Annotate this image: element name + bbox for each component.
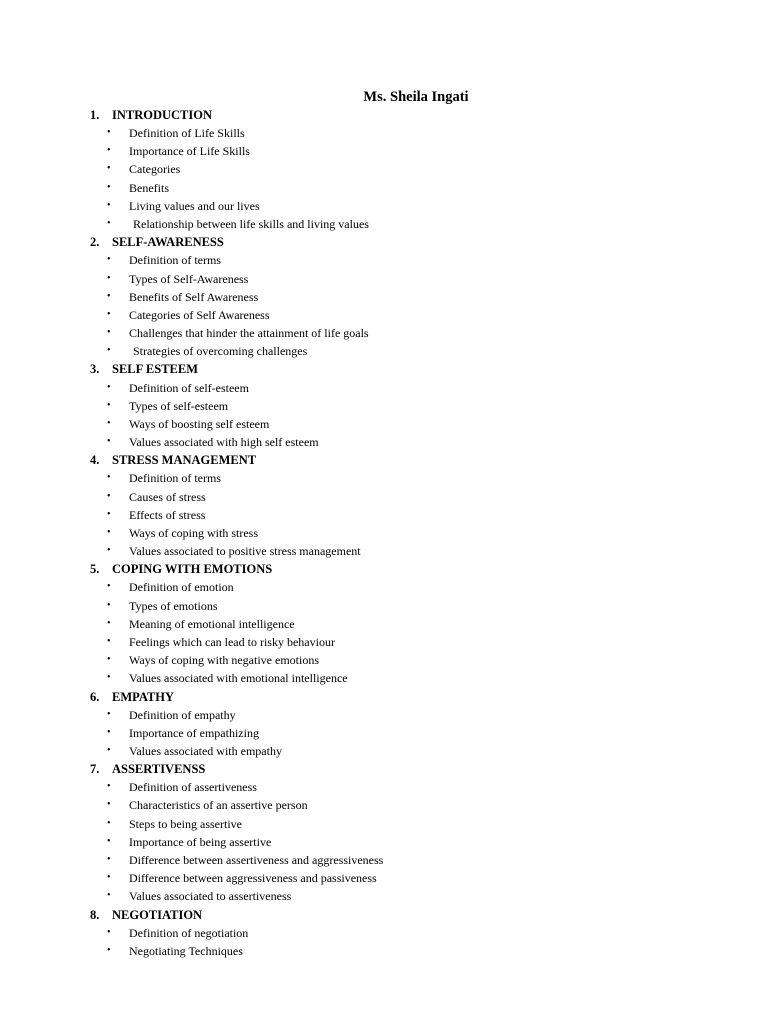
outline-section xyxy=(90,233,690,360)
bullet-icon: • xyxy=(107,581,111,593)
list-item-text: Meaning of emotional intelligence xyxy=(129,616,295,631)
bullet-icon: • xyxy=(107,290,111,302)
list-item-text: Definition of terms xyxy=(129,471,221,486)
list-item xyxy=(90,324,690,342)
bullet-icon: • xyxy=(107,345,111,357)
list-item xyxy=(90,506,690,524)
section-item-list xyxy=(90,778,690,905)
bullet-icon: • xyxy=(107,199,111,211)
section-item-list xyxy=(90,469,690,560)
bullet-icon: • xyxy=(107,835,111,847)
bullet-icon: • xyxy=(107,890,111,902)
bullet-icon: • xyxy=(107,545,111,557)
section-number: 7. xyxy=(90,762,100,777)
section-number: 4. xyxy=(90,453,100,468)
outline-section xyxy=(90,360,690,451)
section-heading xyxy=(90,233,690,251)
list-item xyxy=(90,270,690,288)
section-title: COPING WITH EMOTIONS xyxy=(112,562,273,577)
list-item-text: Feelings which can lead to risky behaviour xyxy=(129,634,335,649)
list-item-text: Benefits xyxy=(129,180,169,195)
list-item-text: Definition of emotion xyxy=(129,580,234,595)
section-number: 1. xyxy=(90,108,100,122)
list-item-text: Categories of Self Awareness xyxy=(129,307,270,322)
section-item-list xyxy=(90,124,690,233)
list-item-text: Values associated to assertiveness xyxy=(129,889,292,904)
list-item-text: Difference between assertiveness and aggressiveness xyxy=(129,853,384,868)
list-item xyxy=(90,142,690,160)
section-item-list xyxy=(90,578,690,687)
list-item-text: Importance of Life Skills xyxy=(129,144,250,159)
section-title: EMPATHY xyxy=(112,689,175,704)
outline-section xyxy=(90,106,690,233)
list-item xyxy=(90,815,690,833)
outline-section xyxy=(90,451,690,560)
list-item-text: Causes of stress xyxy=(129,489,206,504)
bullet-icon: • xyxy=(107,490,111,502)
list-item xyxy=(90,415,690,433)
list-item-text: Ways of coping with stress xyxy=(129,525,259,540)
bullet-icon: • xyxy=(107,617,111,629)
list-item xyxy=(90,851,690,869)
outline-section xyxy=(90,760,690,905)
section-heading xyxy=(90,760,690,778)
section-heading xyxy=(90,906,690,924)
list-item-text: Effects of stress xyxy=(129,507,206,522)
section-title: SELF-AWARENESS xyxy=(112,235,224,250)
section-title: ASSERTIVENSS xyxy=(112,762,206,777)
bullet-icon: • xyxy=(107,708,111,720)
section-title: NEGOTIATION xyxy=(112,907,203,922)
list-item xyxy=(90,924,690,942)
list-item xyxy=(90,615,690,633)
section-item-list xyxy=(90,251,690,360)
list-item xyxy=(90,342,690,360)
list-item xyxy=(90,724,690,742)
list-item-text: Living values and our lives xyxy=(129,198,260,213)
bullet-icon: • xyxy=(107,127,111,139)
bullet-icon: • xyxy=(107,799,111,811)
list-item-text: Challenges that hinder the attainment of life goals xyxy=(129,326,369,341)
bullet-icon: • xyxy=(107,417,111,429)
outline-section xyxy=(90,688,690,761)
list-item xyxy=(90,306,690,324)
list-item-text: Difference between aggressiveness and passiveness xyxy=(129,871,377,886)
list-item xyxy=(90,706,690,724)
list-item-text: Importance of empathizing xyxy=(129,725,259,740)
list-item xyxy=(90,633,690,651)
section-number: 6. xyxy=(90,689,100,704)
list-item-text: Characteristics of an assertive person xyxy=(129,798,308,813)
list-item xyxy=(90,379,690,397)
bullet-icon: • xyxy=(107,872,111,884)
list-item xyxy=(90,215,690,233)
section-heading xyxy=(90,360,690,378)
bullet-icon: • xyxy=(107,472,111,484)
bullet-icon: • xyxy=(107,508,111,520)
bullet-icon: • xyxy=(107,654,111,666)
bullet-icon: • xyxy=(107,781,111,793)
bullet-icon: • xyxy=(107,181,111,193)
bullet-icon: • xyxy=(107,944,111,956)
list-item-text: Steps to being assertive xyxy=(129,816,242,831)
section-title: INTRODUCTION xyxy=(112,108,213,122)
list-item xyxy=(90,469,690,487)
list-item xyxy=(90,524,690,542)
section-item-list xyxy=(90,924,690,960)
list-item-text: Definition of empathy xyxy=(129,707,236,722)
section-heading xyxy=(90,560,690,578)
section-heading xyxy=(90,688,690,706)
list-item-text: Types of Self-Awareness xyxy=(129,271,249,286)
list-item-text: Ways of boosting self esteem xyxy=(129,416,270,431)
list-item xyxy=(90,251,690,269)
bullet-icon: • xyxy=(107,926,111,938)
list-item xyxy=(90,942,690,960)
list-item-text: Importance of being assertive xyxy=(129,834,272,849)
section-title: SELF ESTEEM xyxy=(112,362,199,377)
list-item-text: Values associated to positive stress management xyxy=(129,544,361,559)
list-item xyxy=(90,433,690,451)
list-item xyxy=(90,488,690,506)
list-item xyxy=(90,869,690,887)
outline-section xyxy=(90,906,690,960)
list-item-text: Relationship between life skills and living values xyxy=(133,217,369,232)
bullet-icon: • xyxy=(107,854,111,866)
bullet-icon: • xyxy=(107,254,111,266)
bullet-icon: • xyxy=(107,399,111,411)
bullet-icon: • xyxy=(107,745,111,756)
list-item xyxy=(90,597,690,615)
bullet-icon: • xyxy=(107,635,111,647)
bullet-icon: • xyxy=(107,817,111,829)
section-item-list xyxy=(90,379,690,452)
section-number: 8. xyxy=(90,907,100,922)
list-item xyxy=(90,778,690,796)
bullet-icon: • xyxy=(107,526,111,538)
list-item xyxy=(90,542,690,560)
list-item-text: Values associated with high self esteem xyxy=(129,435,319,450)
section-item-list xyxy=(90,706,690,761)
list-item-text: Negotiating Techniques xyxy=(129,943,243,958)
bullet-icon: • xyxy=(107,726,111,738)
section-heading xyxy=(90,106,690,124)
list-item xyxy=(90,742,690,760)
list-item xyxy=(90,197,690,215)
bullet-icon: • xyxy=(107,327,111,339)
bullet-icon: • xyxy=(107,308,111,320)
list-item-text: Values associated with empathy xyxy=(129,744,282,758)
section-number: 3. xyxy=(90,362,100,377)
list-item xyxy=(90,578,690,596)
section-number: 5. xyxy=(90,562,100,577)
bullet-icon: • xyxy=(107,272,111,284)
list-item-text: Definition of assertiveness xyxy=(129,780,257,795)
bullet-icon: • xyxy=(107,672,111,684)
list-item xyxy=(90,160,690,178)
document-title: Ms. Sheila Ingati xyxy=(363,89,469,105)
list-item-text: Definition of terms xyxy=(129,253,221,268)
list-item xyxy=(90,397,690,415)
bullet-icon: • xyxy=(107,145,111,157)
list-item xyxy=(90,288,690,306)
section-heading xyxy=(90,451,690,469)
list-item-text: Types of emotions xyxy=(129,598,218,613)
list-item xyxy=(90,796,690,814)
list-item xyxy=(90,833,690,851)
course-outline xyxy=(90,106,690,960)
list-item xyxy=(90,179,690,197)
list-item xyxy=(90,887,690,905)
section-title: STRESS MANAGEMENT xyxy=(112,453,257,468)
bullet-icon: • xyxy=(107,163,111,175)
bullet-icon: • xyxy=(107,599,111,611)
list-item-text: Definition of self-esteem xyxy=(129,380,249,395)
outline-section xyxy=(90,560,690,687)
list-item-text: Strategies of overcoming challenges xyxy=(133,344,308,359)
list-item xyxy=(90,669,690,687)
list-item-text: Benefits of Self Awareness xyxy=(129,289,259,304)
list-item-text: Types of self-esteem xyxy=(129,398,229,413)
list-item-text: Values associated with emotional intelligence xyxy=(129,671,348,686)
bullet-icon: • xyxy=(107,436,111,448)
list-item-text: Definition of Life Skills xyxy=(129,126,245,141)
bullet-icon: • xyxy=(107,381,111,393)
list-item xyxy=(90,124,690,142)
section-number: 2. xyxy=(90,235,100,250)
list-item-text: Definition of negotiation xyxy=(129,925,249,940)
bullet-icon: • xyxy=(107,218,111,230)
list-item-text: Ways of coping with negative emotions xyxy=(129,653,319,668)
list-item xyxy=(90,651,690,669)
list-item-text: Categories xyxy=(129,162,181,177)
